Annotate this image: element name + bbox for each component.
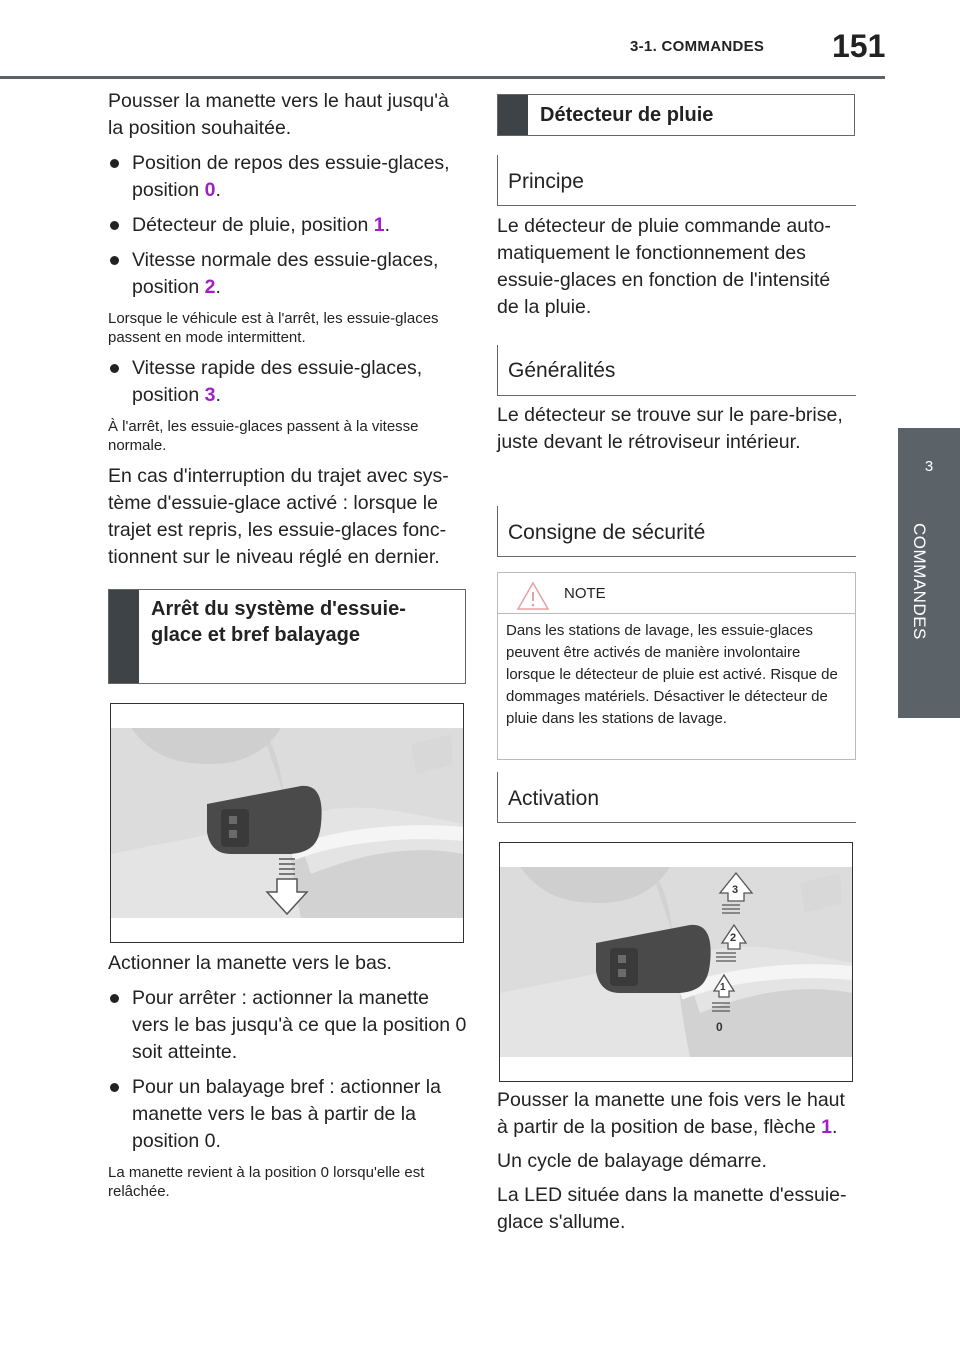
subheading [497,506,856,557]
paragraph-text: Pousser la manette une fois vers le haut à partir de la position de base, flèche [497,1089,845,1138]
section-heading-box [497,94,855,136]
position-number: 0 [204,179,216,201]
note-body: Dans les stations de lavage, les essuie-glaces peuvent être activés de manière involontaire lorsque le détecteur de pluie est activé. Risque de dommages matériels. Désactiver le détecteur de pluie dans les stations de lavage. [506,622,838,727]
warning-icon [516,581,550,611]
list-item: Vitesse rapide des essuie-glaces, position 3. [108,355,468,409]
position-label-1: 1 [720,982,726,993]
chapter-tab [898,428,960,718]
paragraph: Le détecteur de pluie commande auto-matiquement le fonctionnement des essuie-glaces en fonction de l'intensité de la pluie. [497,215,831,318]
arrow-number: 1 [821,1116,832,1138]
subheading-text: Principe [508,170,584,193]
page-number: 151 [832,28,886,64]
paragraph-end: . [831,1116,838,1138]
section-title: 3-1. COMMANDES [630,38,765,55]
list-item: Pour arrêter : actionner la manette vers le bas jusqu'à ce que la position 0 soit atteinte. [108,985,468,1066]
chapter-label: COMMANDES [910,523,929,640]
subheading-text: Généralités [508,359,616,382]
list-item: Détecteur de pluie, position 1. [108,212,468,239]
section-heading: Détecteur de pluie [540,104,714,126]
list-item-text: Détecteur de pluie, position [132,214,374,236]
heading-bar [109,590,139,683]
position-label-0: 0 [716,1020,723,1034]
figure-lever-positions [499,842,853,1082]
heading-bar [498,95,528,135]
list-item-text: Vitesse normale des essuie-glaces, position [132,249,439,298]
paragraph: La LED située dans la manette d'essuie-glace s'allume. [497,1184,847,1233]
position-number: 1 [373,214,385,236]
list-item: Vitesse normale des essuie-glaces, position 2. [108,247,468,301]
note-header [498,573,855,614]
subheading [497,345,856,396]
general-block [497,402,857,456]
left-column [108,88,468,571]
note-box [497,572,856,760]
chapter-number: 3 [924,458,934,475]
activation-block [497,1087,857,1236]
figure-lever-down [110,703,464,943]
subheading-text: Activation [508,787,600,810]
section-heading-box [108,589,466,684]
list-item-text: Position de repos des essuie-glaces, position [132,152,450,201]
paragraph: En cas d'interruption du trajet avec sys-tème d'essuie-glace activé : lorsque le trajet est repris, les essuie-glaces fonc-tionnent sur le niveau réglé en dernier. [108,465,449,568]
position-number: 3 [204,384,216,406]
paragraph [497,1087,857,1141]
position-number: 2 [204,276,216,298]
figure-caption: Actionner la manette vers le bas. [108,952,392,974]
subheading [497,772,856,823]
intro-paragraph: Pousser la manette vers le haut jusqu'à la position souhaitée. [108,90,449,139]
small-note: À l'arrêt, les essuie-glaces passent à la vitesse normale. [108,418,419,454]
subheading [497,155,856,206]
small-note: Lorsque le véhicule est à l'arrêt, les essuie-glaces passent en mode intermittent. [108,310,439,346]
list-item: Pour un balayage bref : actionner la manette vers le bas à partir de la position 0. [108,1074,468,1155]
paragraph: Un cycle de balayage démarre. [497,1150,767,1172]
small-note: La manette revient à la position 0 lorsqu'elle est relâchée. [108,1164,425,1200]
subheading-text: Consigne de sécurité [508,521,706,544]
principle-block [497,213,857,321]
note-title: NOTE [564,585,606,602]
list-item: Position de repos des essuie-glaces, position 0. [108,150,468,204]
section-heading: Arrêt du système d'essuie-glace et bref balayage [151,598,406,646]
paragraph: Le détecteur se trouve sur le pare-brise, juste devant le rétroviseur intérieur. [497,404,843,453]
position-label-3: 3 [732,884,739,896]
list-item-text: Vitesse rapide des essuie-glaces, position [132,357,423,406]
position-label-2: 2 [730,932,737,944]
header-rule [0,76,885,79]
left-column-bottom [108,950,468,1201]
